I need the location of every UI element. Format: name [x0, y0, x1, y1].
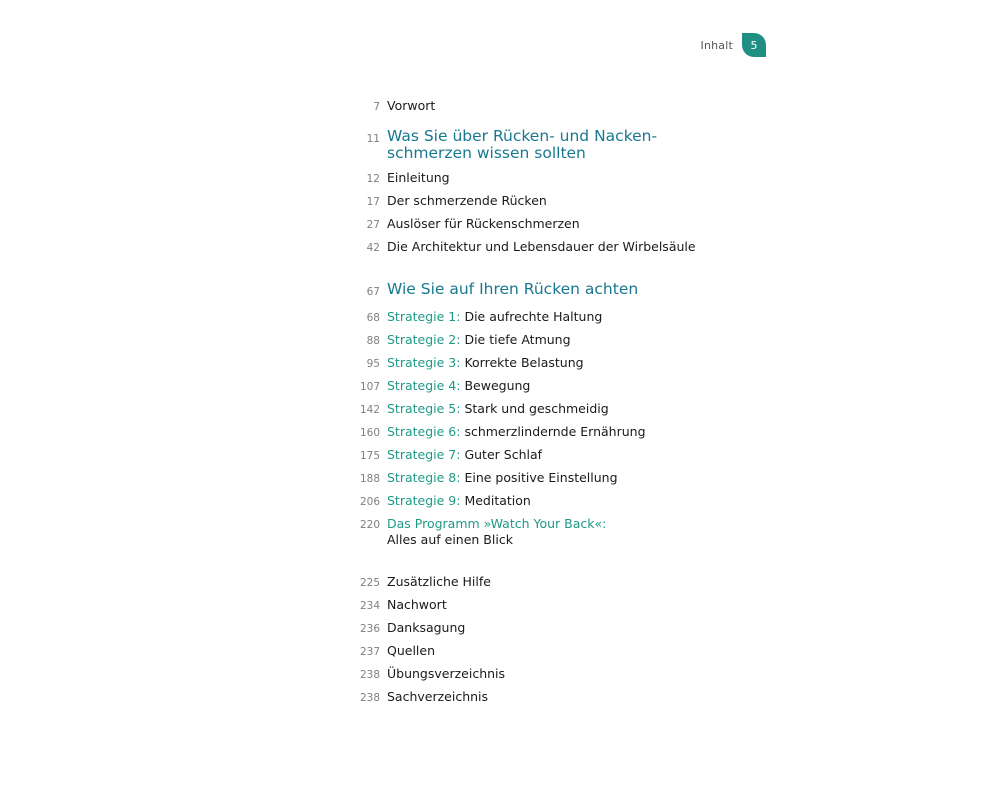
toc-page-number: 42 [366, 242, 380, 254]
toc-entry[interactable] [352, 666, 772, 689]
page-header [701, 33, 767, 57]
toc-entry[interactable] [352, 216, 772, 239]
strategy-title: Stark und geschmeidig [464, 401, 609, 416]
toc-entry-title [387, 424, 646, 440]
toc-page-number: 225 [359, 577, 380, 589]
toc-entry-title: Sachverzeichnis [387, 689, 489, 704]
toc-strategy-entry[interactable] [352, 309, 772, 332]
toc-strategy-entry[interactable] [352, 424, 772, 447]
header-label: Inhalt [700, 38, 733, 52]
toc-entry-title: Zusätzliche Hilfe [387, 574, 491, 589]
toc-entry-title: Auslöser für Rückenschmerzen [387, 216, 580, 231]
strategy-label: Strategie 1: [387, 309, 461, 324]
program-title: Alles auf einen Blick [387, 532, 513, 547]
toc-entry-title: Einleitung [387, 170, 450, 185]
strategy-label: Strategie 2: [387, 332, 461, 347]
toc-entry-title [387, 401, 609, 417]
toc-entry-title [387, 447, 542, 463]
toc-entry-title: Quellen [387, 643, 436, 658]
page-number-badge [742, 33, 766, 57]
toc-strategy-entry[interactable] [352, 470, 772, 493]
strategy-title: Die tiefe Atmung [464, 332, 571, 347]
strategy-title: Die aufrechte Haltung [464, 309, 603, 324]
toc-strategy-entry[interactable] [352, 332, 772, 355]
toc-page-number: 17 [366, 196, 380, 208]
toc-strategy-entry[interactable] [352, 447, 772, 470]
strategy-title: Korrekte Belastung [464, 355, 584, 370]
toc-section-1[interactable] [352, 128, 772, 162]
toc-entry-title [387, 516, 606, 548]
strategy-label: Strategie 7: [387, 447, 461, 462]
toc-entry-title: Danksagung [387, 620, 466, 635]
toc-page-number: 220 [359, 519, 380, 531]
table-of-contents [352, 98, 772, 712]
toc-section-title-line1: Was Sie über Rücken- und Nacken- [387, 127, 658, 145]
toc-entry-title [387, 355, 584, 371]
toc-page-number: 12 [366, 173, 380, 185]
toc-entry-title [387, 332, 571, 348]
toc-page-number: 95 [366, 358, 380, 370]
program-label: Das Programm »Watch Your Back«: [387, 516, 607, 531]
toc-entry[interactable] [352, 620, 772, 643]
toc-page-number: 11 [366, 133, 380, 145]
strategy-title: Bewegung [464, 378, 531, 393]
toc-page-number: 175 [359, 450, 380, 462]
toc-page-number: 234 [359, 600, 380, 612]
toc-page-number: 27 [366, 219, 380, 231]
toc-entry[interactable] [352, 193, 772, 216]
toc-entry[interactable] [352, 170, 772, 193]
toc-section-title: Wie Sie auf Ihren Rücken achten [387, 280, 639, 298]
toc-entry-title [387, 470, 618, 486]
toc-page-number: 206 [359, 496, 380, 508]
toc-page-number: 237 [359, 646, 380, 658]
toc-entry-title [387, 309, 602, 325]
strategy-label: Strategie 9: [387, 493, 461, 508]
strategy-label: Strategie 4: [387, 378, 461, 393]
strategy-title: Guter Schlaf [464, 447, 543, 462]
toc-page-number: 68 [366, 312, 380, 324]
toc-page-number: 142 [359, 404, 380, 416]
strategy-title: Eine positive Einstellung [464, 470, 618, 485]
strategy-label: Strategie 6: [387, 424, 461, 439]
toc-page-number: 238 [359, 669, 380, 681]
toc-page-number: 238 [359, 692, 380, 704]
toc-entry-title [387, 493, 531, 509]
toc-entry-title: Übungsverzeichnis [387, 666, 506, 681]
toc-strategy-entry[interactable] [352, 493, 772, 516]
toc-section-2[interactable] [352, 281, 772, 301]
toc-page-number: 7 [373, 101, 380, 113]
strategy-label: Strategie 3: [387, 355, 461, 370]
toc-strategy-entry[interactable] [352, 378, 772, 401]
toc-section-title-line2: schmerzen wissen sollten [387, 144, 586, 162]
toc-entry-title [387, 378, 530, 394]
toc-entry[interactable] [352, 597, 772, 620]
toc-entry-vorwort[interactable] [352, 98, 772, 121]
strategy-title: Meditation [464, 493, 531, 508]
toc-page-number: 88 [366, 335, 380, 347]
toc-page-number: 67 [366, 286, 380, 298]
toc-page-number: 107 [359, 381, 380, 393]
toc-program-entry[interactable] [352, 516, 772, 548]
toc-page-number: 236 [359, 623, 380, 635]
toc-strategy-entry[interactable] [352, 355, 772, 378]
toc-entry[interactable] [352, 643, 772, 666]
strategy-label: Strategie 8: [387, 470, 461, 485]
toc-entry[interactable] [352, 574, 772, 597]
toc-entry-title: Der schmerzende Rücken [387, 193, 547, 208]
toc-page-number: 160 [359, 427, 380, 439]
toc-entry-title: Vorwort [387, 98, 436, 113]
toc-entry[interactable] [352, 239, 772, 262]
toc-section-title [387, 128, 657, 162]
page-number: 5 [750, 38, 758, 52]
toc-page-number: 188 [359, 473, 380, 485]
strategy-label: Strategie 5: [387, 401, 461, 416]
strategy-title: schmerzlindernde Ernährung [464, 424, 646, 439]
toc-entry-title: Die Architektur und Lebensdauer der Wirbelsäule [387, 239, 696, 254]
toc-entry[interactable] [352, 689, 772, 712]
toc-strategy-entry[interactable] [352, 401, 772, 424]
toc-entry-title: Nachwort [387, 597, 447, 612]
